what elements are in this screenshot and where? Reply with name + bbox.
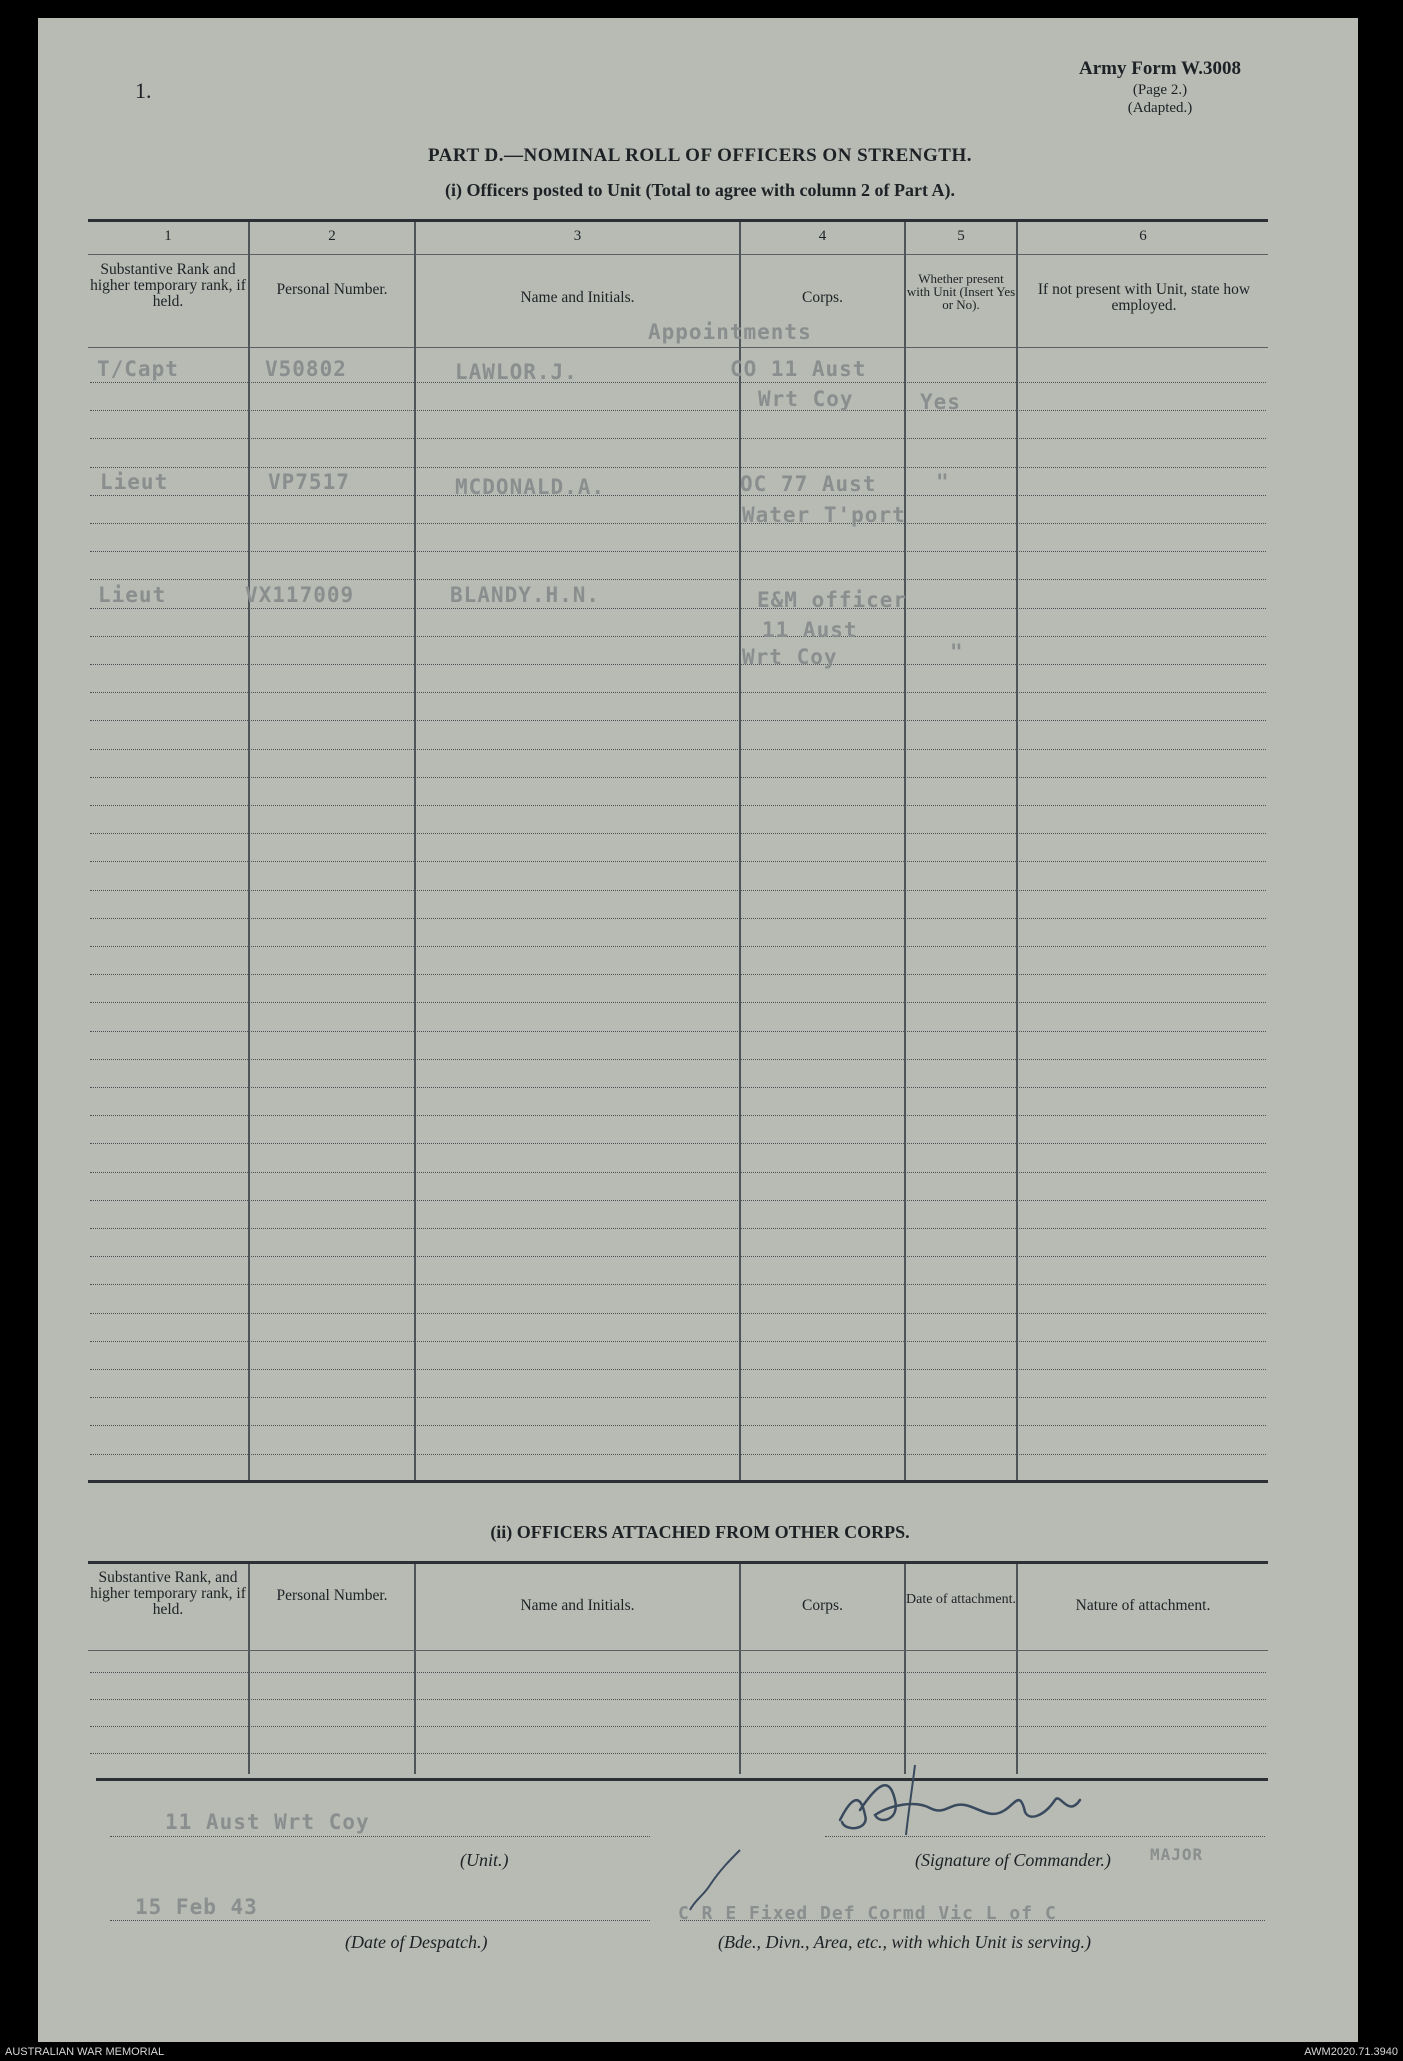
- table1-row-line-18: [90, 890, 1266, 891]
- table1-row-line-4: [90, 495, 1266, 496]
- table2-divider-3: [739, 1564, 741, 1774]
- table1-row-line-9: [90, 636, 1266, 637]
- table1-bottom-rule: [88, 1480, 1268, 1483]
- table1-row-line-26: [90, 1115, 1266, 1116]
- form-number: Army Form W.3008: [1078, 58, 1241, 79]
- signature-label[interactable]: (Signature of Commander.): [915, 1850, 1111, 1870]
- table2-header-rule: [88, 1650, 1268, 1651]
- col4-header: Corps.: [802, 289, 843, 306]
- table1-row-line-22: [90, 1002, 1266, 1003]
- table2-row-line-3: [90, 1753, 1266, 1754]
- col4-number: 4: [818, 228, 827, 244]
- table2-row-line-0: [90, 1672, 1266, 1673]
- table1-row-line-1: [90, 410, 1266, 411]
- officer-2-number: VP7517: [268, 470, 350, 494]
- footer-left: AUSTRALIAN WAR MEMORIAL: [5, 2046, 165, 2058]
- table1-row-line-21: [90, 974, 1266, 975]
- table1-number-rule: [88, 254, 1268, 255]
- col6-number: 6: [1139, 228, 1147, 244]
- col6-header: If not present with Unit, state how employed.: [1037, 281, 1251, 314]
- table1-row-line-33: [90, 1313, 1266, 1314]
- date-line: [110, 1920, 650, 1921]
- col1-header: Substantive Rank and higher temporary rank, if held.: [90, 261, 246, 310]
- table1-row-line-13: [90, 749, 1266, 750]
- table1-row-line-8: [90, 608, 1266, 609]
- table1-row-line-6: [90, 551, 1266, 552]
- appointments-note: Appointments: [648, 320, 812, 344]
- officer-3-corps-line3: Wrt Coy: [742, 645, 838, 669]
- table1-row-line-0: [90, 382, 1266, 383]
- table1-row-line-31: [90, 1256, 1266, 1257]
- table1-row-line-20: [90, 946, 1266, 947]
- table1-row-line-35: [90, 1369, 1266, 1370]
- unit-value: 11 Aust Wrt Coy: [165, 1810, 370, 1834]
- table1-row-line-23: [90, 1031, 1266, 1032]
- officer-3-name: BLANDY.H.N.: [450, 583, 601, 607]
- table1-row-line-38: [90, 1454, 1266, 1455]
- table2-divider-2: [414, 1564, 416, 1774]
- officer-1-number: V50802: [265, 357, 347, 381]
- table1-row-line-16: [90, 833, 1266, 834]
- table1-row-line-37: [90, 1425, 1266, 1426]
- formation-value: C R E Fixed Def Cormd Vic L of C: [678, 1903, 1057, 1924]
- officer-1-corps-line2: Wrt Coy: [758, 387, 854, 411]
- officer-3-rank: Lieut: [98, 583, 167, 607]
- table1-row-line-2: [90, 438, 1266, 439]
- t2-col1-header: Substantive Rank, and higher temporary rank, if held.: [90, 1569, 246, 1618]
- officer-2-corps-line1: OC 77 Aust: [740, 472, 877, 496]
- t2-col4-header: Corps.: [802, 1597, 843, 1614]
- table1-row-line-29: [90, 1200, 1266, 1201]
- table1-row-line-12: [90, 720, 1266, 721]
- officer-3-number: VX117009: [245, 583, 355, 607]
- formation-line: [680, 1920, 1265, 1921]
- signature-line: [825, 1836, 1265, 1837]
- form-page-number: (Page 2.): [1132, 82, 1188, 98]
- table1-row-line-30: [90, 1228, 1266, 1229]
- officer-1-rank: T/Capt: [97, 357, 179, 381]
- table1-top-rule: [88, 219, 1268, 222]
- t2-col3-header: Name and Initials.: [520, 1597, 635, 1614]
- date-value: 15 Feb 43: [135, 1895, 258, 1919]
- table2-row-line-1: [90, 1699, 1266, 1700]
- form-adapted: (Adapted.): [1127, 100, 1193, 116]
- t2-col2-header: Personal Number.: [276, 1587, 388, 1604]
- col2-header: Personal Number.: [276, 281, 388, 298]
- officer-1-corps-line1: CO 11 Aust: [730, 357, 867, 381]
- officer-2-name: MCDONALD.A.: [455, 475, 606, 499]
- table1-row-line-15: [90, 805, 1266, 806]
- officer-1-present: Yes: [920, 390, 961, 414]
- table1-row-line-24: [90, 1059, 1266, 1060]
- table1-row-line-34: [90, 1341, 1266, 1342]
- col3-header: Name and Initials.: [520, 289, 635, 306]
- table1-row-line-36: [90, 1397, 1266, 1398]
- table1-row-line-7: [90, 579, 1266, 580]
- part-title: PART D.—NOMINAL ROLL OF OFFICERS ON STRENGTH.: [427, 145, 973, 166]
- formation-label[interactable]: (Bde., Divn., Area, etc., with which Unit is serving.): [718, 1932, 1091, 1952]
- table1-row-line-17: [90, 861, 1266, 862]
- corner-mark: 1.: [135, 78, 152, 103]
- table1-row-line-25: [90, 1087, 1266, 1088]
- col5-header: Whether present with Unit (Insert Yes or No).: [906, 271, 1016, 312]
- officer-2-present: ": [936, 470, 950, 494]
- table1-row-line-3: [90, 467, 1266, 468]
- section1-title: (i) Officers posted to Unit (Total to agree with column 2 of Part A).: [445, 180, 955, 200]
- officer-3-corps-line2: 11 Aust: [762, 618, 858, 642]
- table1-row-line-27: [90, 1143, 1266, 1144]
- officer-2-corps-line2: Water T'port: [742, 503, 906, 527]
- date-label[interactable]: (Date of Despatch.): [345, 1932, 488, 1952]
- officer-3-corps-line1: E&M officer: [757, 588, 908, 612]
- table1-row-line-19: [90, 918, 1266, 919]
- table1-row-line-11: [90, 692, 1266, 693]
- unit-line: [110, 1836, 650, 1837]
- unit-label[interactable]: (Unit.): [460, 1850, 509, 1870]
- signature-rank: MAJOR: [1150, 1845, 1204, 1864]
- col2-number: 2: [328, 228, 336, 244]
- table2-top-rule: [88, 1561, 1268, 1564]
- table2-row-line-2: [90, 1726, 1266, 1727]
- officer-3-present: ": [950, 640, 964, 664]
- t2-col6-header: Nature of attachment.: [1075, 1597, 1211, 1614]
- col1-number: 1: [164, 228, 172, 244]
- officer-1-name: LAWLOR.J.: [455, 360, 578, 384]
- officer-2-rank: Lieut: [100, 470, 169, 494]
- t2-col5-header: Date of attachment.: [906, 1592, 1017, 1607]
- table1-row-line-5: [90, 523, 1266, 524]
- col3-number: 3: [573, 228, 582, 244]
- table1-row-line-32: [90, 1284, 1266, 1285]
- table1-row-line-28: [90, 1172, 1266, 1173]
- table1-header-rule: [88, 347, 1268, 348]
- section2-title: (ii) OFFICERS ATTACHED FROM OTHER CORPS.: [490, 1522, 910, 1542]
- col5-number: 5: [957, 228, 965, 244]
- footer-right: AWM2020.71.3940: [1304, 2046, 1398, 2058]
- table2-divider-5: [1016, 1564, 1018, 1774]
- table1-row-line-14: [90, 777, 1266, 778]
- table1-row-line-10: [90, 664, 1266, 665]
- table2-divider-1: [248, 1564, 250, 1774]
